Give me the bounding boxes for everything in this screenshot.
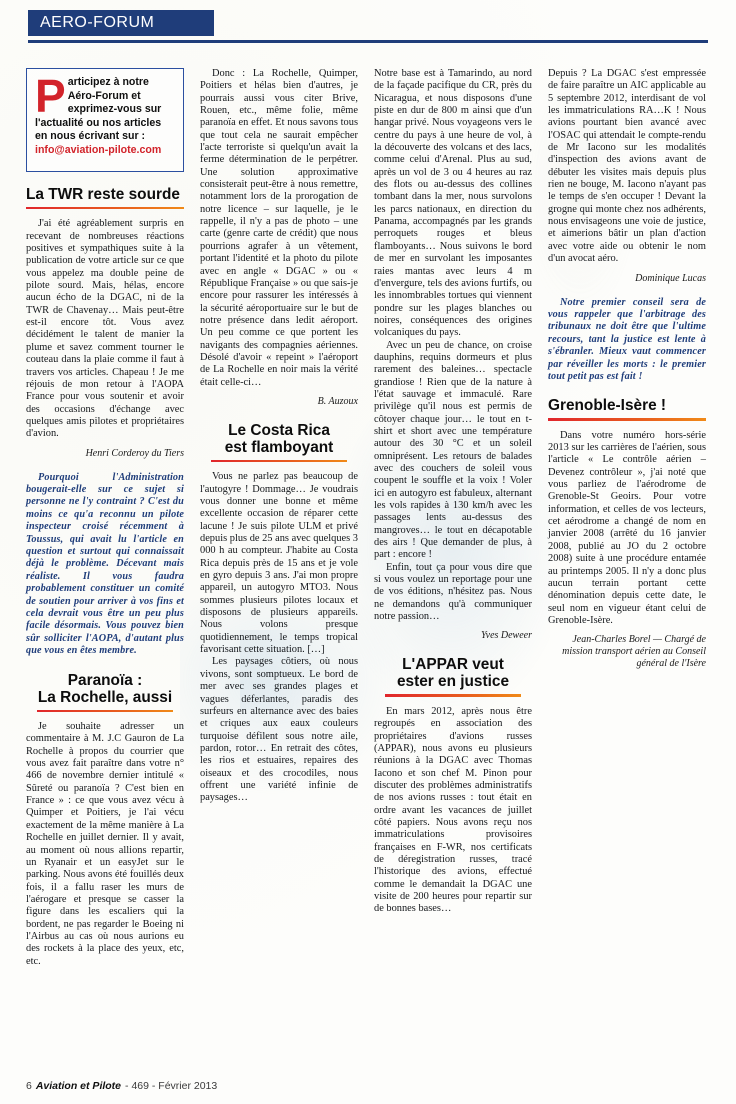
paragraph-continued: Notre base est à Tamarindo, au nord de la façade pacifique du CR, près du Nicaragua, et nous disposons d'une piste en dur de 800 m ainsi que d'un hangar privé. Nous voyageons vers le centre du pays à une heure de vol, à la découverte des volcans et des lacs, comme celui d'Arenal. Plus au sud, après un vol de 3 ou 4 heures au raz des flots ou au-dessus des collines tombant dans la mer, nous survolons les parcs nationaux, en direction du Panama, accompagnés par les grands perroquets rouges et bleus flamboyants… Nous suivons le bord de mer en survolant les imposantes raies mantas avec leurs 4 m d'envergure, tels des avions furtifs, ou les innombrables tortues qui viennent pondre sur les plages blanches ou noires, conséquences des origines volcaniques du pays.: [374, 68, 532, 339]
article-title-twr: [26, 186, 184, 206]
editor-note: Notre premier conseil sera de vous rappeler que l'arbitrage des tribunaux ne doit être que l'ultime recours, tant la justice est lente à s'ébranler. Mieux vaut commencer par réveiller les morts : le premier tout petit pas est fait !: [548, 296, 706, 382]
article-title-line-2: ester en justice: [396, 673, 510, 691]
paragraph: En mars 2012, après nous être regroupés en association des propriétaires d'avions russes (APPAR), nous avons eu plusieurs réunions à la DGAC avec Thomas Iacono et son chef M. Pinon pour discuter des problèmes administratifs de nos avions russes : tout était en ordre avant les vacances de juillet côté papiers. Nous avons reçu nos immatriculations provisoires françaises en F-WR, nos certificats de déregistration russes, tracé l'historique des avions, effectué comme le demandait la DGAC une visite de 200 heures pour repartir sur de bonnes bases…: [374, 705, 532, 915]
magazine-name: Aviation et Pilote: [35, 1080, 122, 1092]
editor-note: Pourquoi l'Administration bougerait-elle sur ce sujet si personne ne l'y contraint ? C'est du moins ce qu'a reconnu un pilote inspecteur croisé récemment à Toussus, qui avait lu l'article en question et surtout qui connaissait déjà le problème. Décevant mais réaliste. Il vous faudra probablement constituer un comité de soutien pour arriver à vos fins et cela devrait vous être un peu plus facile désormais. Vous pouvez bien sûr solliciter l'AOPA, d'autant plus que vous en êtes membre.: [26, 471, 184, 657]
paragraph: J'ai été agréablement surpris en recevant de nombreuses réactions positives et sympathiques suite à la publication de votre article sur ce que vous appelez ma double peine de pilote sourd. Mais, hélas, encore aucun écho de la DGAC, ni de la TWR de Chavenay… Mais peut-être est-il encore tôt. Vous avez décidément le talent de manier la plume et savez comment tourner le couteau dans la plaie comme il faut à travers vos articles. Chapeau ! Je me réjouis de mon retour à l'AOPA France pour vous soutenir et avoir des occasions d'échange avec quelques amis pilotes et propriétaires d'avion.: [26, 218, 184, 440]
intro-line-4: l'actualité ou nos articles: [35, 116, 162, 129]
paragraph: Je souhaite adresser un commentaire à M. J.C Gauron de La Rochelle à propos du courrier que vous avez fait paraître dans votre n° 466 de novembre dernier intitulé « Sûreté ou paranoïa ? C'est bien en France » : ce que vous avez vécu à Quimper et Poitiers, je l'ai vécu exactement de la même manière à La Rochelle en juillet dernier. Il y avait, au moment où nous allions repartir, un Ryanair et un easyJet sur le parking. Nous avons été fouillés deux fois, il a fallu raser les murs de l'aérogare et presque se casser la figure dans les escaliers qui la bordent, ne pas regarder le Boeing ni l'Airbus au cas où nous aurions eu des rockets à la place des yeux, etc, etc.: [26, 721, 184, 967]
participate-box: [26, 68, 184, 172]
paragraph-continued: Depuis ? La DGAC s'est empressée de faire paraître un AIC applicable au 5 septembre 2012, interdisant de vol les immatriculations RA…K ! Nous avions pourtant bien avancé avec l'OSAC qui attendait le compte-rendu de Mr Iacono sur les modalités d'inspection des avions avant de débuter les visites mais depuis plus rien ne bouge, M. Iacono n'ayant pas le temps de s'en occuper ! Devant la grogne qui monte chez nos adhérents, nous envisageons une voie de justice, et aimerions bâtir un plan d'action avec votre aide ou obtenir le nom d'un avocat aéro.: [548, 68, 706, 265]
title-underline: [26, 207, 184, 209]
title-underline: [37, 710, 173, 712]
banner-rule: [28, 40, 708, 43]
intro-line-5: en nous écrivant sur :: [35, 130, 146, 143]
article-signature: Henri Corderoy du Tiers: [85, 447, 184, 459]
paragraph: Enfin, tout ça pour vous dire que si vous voulez un reportage pour une de vos éditions, n'hésitez pas. Nous ne demandons qu'à communiquer notre passion…: [374, 561, 532, 623]
paragraph-continued: Donc : La Rochelle, Quimper, Poitiers et hélas bien d'autres, je pourrais aussi vous citer Brive, Rouen, etc., même folie, même paranoïa en effet. Et nous savons tous que tout cela ne saurait empêcher l'acte terroriste si quelqu'un avait la ferme détermination de le perpétrer. Une solution approximative consisterait peut-être à nous remettre, notamment lors de la prorogation de notre licence – sur laquelle, je le rappelle, il n'y a pas de photo – une carte (genre carte de crédit) que nous pourrions agrafer à un vêtement, portant l'identité et la photo du pilote avec en angle « DGAC » ou « République Française » ou que sais-je encore pour rassurer les intéressés à la sécurité aéroportuaire sur le but de notre présence dans ledit aéroport. Un peu comme ce que portent les navigants des compagnies aériennes. Désolé d'avoir « repeint » l'aéroport de La Rochelle en noir mais la vérité était celle-ci…: [200, 68, 358, 388]
article-title-line-2: est flamboyant: [224, 438, 334, 456]
issue-info: - 469 - Février 2013: [125, 1080, 218, 1092]
paragraph: Avec un peu de chance, on croise dauphins, requins dormeurs et plus rarement des baleines… spectacle grandiose ! Rien que de la nature à l'état sauvage et immaculé. Rare privilège qu'il nous est permis de côtoyer chaque jour… le tout en t-shirt et short avec une température autour des 30 °C et un soleil omniprésent. Les retours de balades avec des couchers de soleil vous coupent le souffle et la voix ! Voler ici en autogyro est fabuleux, alternant les vols rapides à 130 km/h avec les passages lents au-dessus des mangroves… le tout en décapotable des airs ! Que demander de plus, à part : encore !: [374, 339, 532, 561]
paragraph: Vous ne parlez pas beaucoup de l'autogyre ! Dommage… Je voudrais vous donner une bonne et même excellente occasion de réparer cette lacune ! Je suis pilote ULM et privé depuis plus de 25 ans avec quelques 3 000 h au compteur. J'habite au Costa Rica depuis près de 15 ans et je vole en gyro depuis 3 ans. J'ai mon propre appareil, un autogyro MTO3. Nous sommes plusieurs pilotes locaux et disposons de plusieurs appareils. Nous volons presque quotidiennement, le temps tropical favorisant cette situation. […]: [200, 471, 358, 656]
section-banner: [28, 10, 708, 44]
contact-email[interactable]: info@aviation-pilote.com: [35, 143, 162, 156]
article-title-appar: [374, 656, 532, 693]
article-signature: Jean-Charles Borel — Chargé de mission transport aérien au Conseil général de l'Isère: [562, 634, 706, 670]
intro-line-1: articipez à notre: [67, 76, 149, 88]
column-2: [200, 68, 358, 1028]
banner-block: [28, 10, 214, 36]
intro-line-2: Aéro-Forum et: [67, 89, 141, 102]
paragraph: Dans votre numéro hors-série 2013 sur les carrières de l'aérien, sous l'article « Le contrôle aérien – Devenez contrôleur », j'ai noté que vous parliez de l'aérodrome de Grenoble-St Geoirs. Pour votre information, et celles de vos lecteurs, cet aérodrome a changé de nom en janvier 2008 (arrêté du 16 janvier 2008, publié au JO du 2 octobre 2008) suite à une procédure entamée au printemps 2005. Il n'y a donc plus aucun terrain portant cette dénomination depuis cette date, le seul nom en vigueur étant celui de Grenoble-Isère.: [548, 429, 706, 626]
article-title-line-2: La Rochelle, aussi: [37, 688, 173, 706]
page-number: 6: [26, 1080, 32, 1092]
paragraph: Les paysages côtiers, où nous vivons, sont somptueux. Le bord de mer avec ses grandes plages et vagues déferlantes, paradis des surfeurs en alternance avec des baies et criques aux eaux couleurs turquoise défilent sous notre aile, pardon, rotor… En retrait des côtes, les rios et estuaires, repaires des oiseaux et des crocodiles, nous offrent une variété infinie de paysages…: [200, 656, 358, 804]
dropcap-letter: P: [35, 70, 66, 122]
title-underline: [385, 694, 521, 696]
article-title-line-1: Le Costa Rica: [228, 421, 330, 439]
article-title-line-1: Grenoble-Isère !: [548, 397, 667, 415]
page-footer: [26, 1080, 710, 1092]
article-title-line-1: La TWR reste sourde: [26, 186, 180, 203]
article-title-costa-rica: [200, 422, 358, 459]
article-title-line-1: Paranoïa :: [67, 671, 143, 689]
column-4: [548, 68, 706, 1028]
intro-line-3: exprimez-vous sur: [67, 103, 162, 116]
article-signature: Yves Deweer: [480, 630, 532, 642]
title-underline: [211, 460, 347, 462]
article-signature: Dominique Lucas: [635, 272, 706, 284]
article-title-grenoble: [548, 397, 706, 417]
article-signature: B. Auzoux: [317, 395, 358, 407]
column-1: [26, 68, 184, 1028]
banner-title: AERO-FORUM: [40, 14, 155, 31]
column-3: [374, 68, 532, 1028]
article-title-line-1: L'APPAR veut: [402, 656, 504, 674]
article-columns: [26, 68, 710, 1028]
title-underline: [548, 418, 706, 420]
article-title-paranoia: [26, 672, 184, 709]
